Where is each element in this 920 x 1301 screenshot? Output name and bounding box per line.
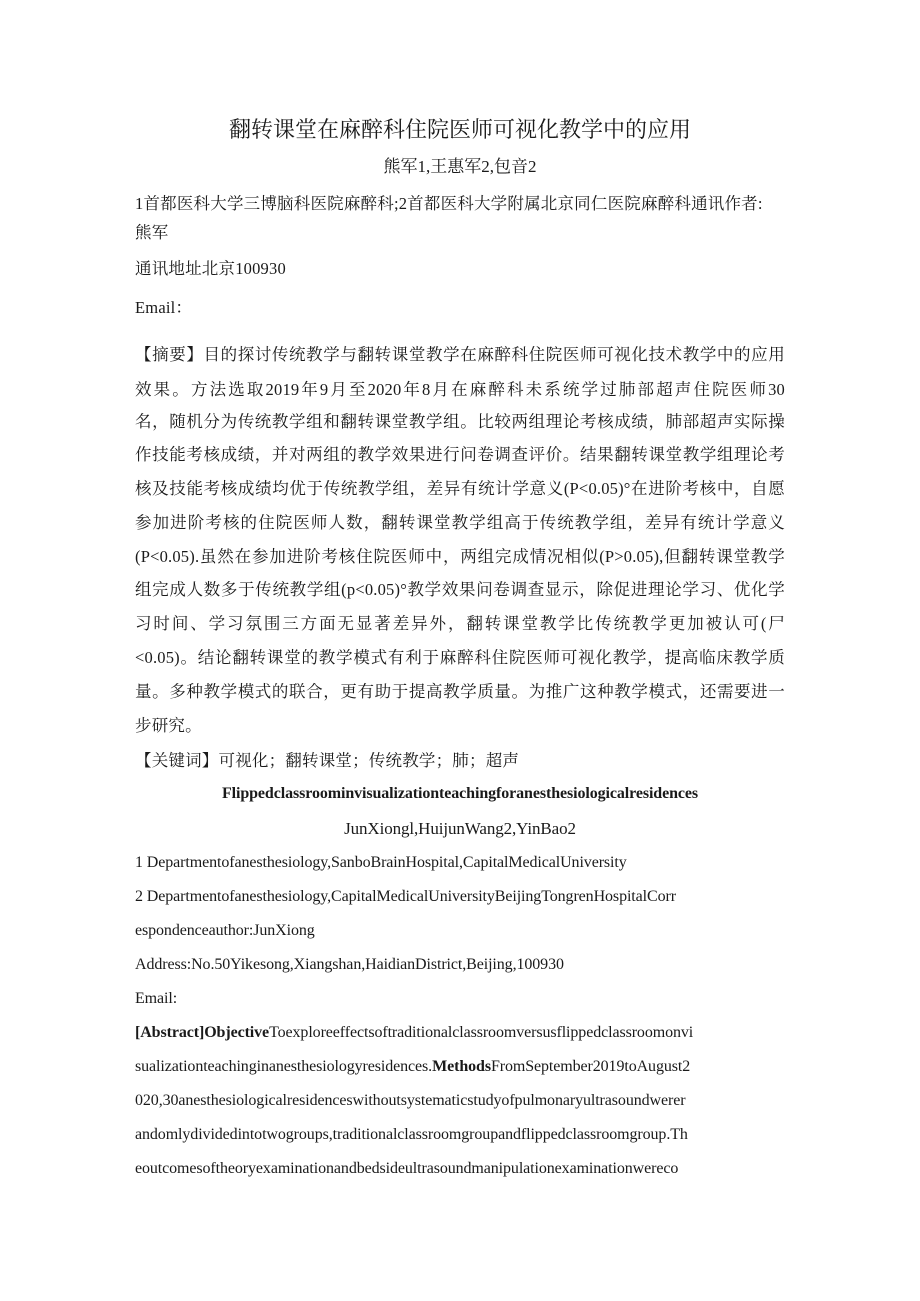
affiliation-cn-line-2: 熊军 [135,223,169,242]
abstract-cn-line-4: 作技能考核成绩，并对两组的教学效果进行问卷调查评价。结果翻转课堂教学组理论考 [135,445,785,464]
abstract-cn-line-12: 步研究。 [135,716,202,735]
abstract-cn-line-1: 【摘要】目的探讨传统教学与翻转课堂教学在麻醉科住院医师可视化技术教学中的应用 [135,345,785,364]
abstract-cn-line-3: 名，随机分为传统教学组和翻转课堂教学组。比较两组理论考核成绩，肺部超声实际操 [135,412,785,431]
abstract-cn-label: 【摘要】 [135,345,204,364]
email-cn: Email： [135,298,193,317]
keywords-cn [135,747,519,771]
email-en: Email: [135,990,178,1007]
abstract-cn-line-5: 核及技能考核成绩均优于传统教学组，差异有统计学意义(P<0.05)°在进阶考核中，自愿 [135,479,785,498]
methods-label: Methods [432,1058,491,1075]
keywords-cn-label: 【关键词】 [135,751,219,770]
abstract-cn-line-11: 量。多种教学模式的联合，更有助于提高教学质量。为推广这种教学模式，还需要进一 [135,682,785,701]
abstract-en-line-3: 020,30anesthesiologicalresidenceswithoutsystematicstudyofpulmonaryultrasoundwerer [135,1092,686,1109]
abstract-cn-line-10: <0.05)。结论翻转课堂的教学模式有利于麻醉科住院医师可视化教学，提高临床教学质 [135,648,785,667]
abstract-cn-line-7: (P<0.05).虽然在参加进阶考核住院医师中，两组完成情况相似(P>0.05),但翻转课堂教学 [135,547,785,566]
abstract-en-line-1: [Abstract]ObjectiveToexploreeffectsoftraditionalclassroomversusflippedclassroomonvi [135,1024,694,1041]
affiliation-cn-line-1: 1首都医科大学三博脑科医院麻醉科;2首都医科大学附属北京同仁医院麻醉科通讯作者: [135,194,763,213]
abstract-cn-line-2: 效果。方法选取2019年9月至2020年8月在麻醉科未系统学过肺部超声住院医师30 [135,380,785,399]
objective-label: Objective [204,1024,270,1041]
abstract-cn-line-6: 参加进阶考核的住院医师人数，翻转课堂教学组高于传统教学组，差异有统计学意义 [135,513,785,532]
paper-title: 翻转课堂在麻醉科住院医师可视化教学中的应用 [228,117,691,142]
author-list: 熊军1,王惠军2,包音2 [383,157,537,176]
affiliation-en-2-line-2: espondenceauthor:JunXiong [135,922,315,939]
keywords-cn-text: 可视化；翻转课堂；传统教学；肺；超声 [218,751,520,770]
abstract-cn-line-9: 习时间、学习氛围三方面无显著差异外，翻转课堂教学比传统教学更加被认可(尸 [135,614,785,633]
abstract-cn-line-8: 组完成人数多于传统教学组(p<0.05)°教学效果问卷调查显示，除促进理论学习、优化学 [135,580,785,599]
abstract-en-line-4: andomlydividedintotwogroups,traditionalclassroomgroupandflippedclassroomgroup.Th [135,1126,688,1143]
affiliation-en-2-line-1: 2 Departmentofanesthesiology,CapitalMedicalUniversityBeijingTongrenHospitalCorr [135,888,676,905]
english-title: Flippedclassroominvisualizationteachingforanesthesiologicalresidences [221,785,699,802]
address-en: Address:No.50Yikesong,Xiangshan,HaidianDistrict,Beijing,100930 [135,956,564,973]
english-authors: JunXiongl,HuijunWang2,YinBao2 [344,819,576,838]
abstract-en-line-5: eoutcomesoftheoryexaminationandbedsideultrasoundmanipulationexaminationwereco [135,1160,679,1177]
abstract-en-label: [Abstract] [135,1024,205,1041]
affiliation-en-1: 1 Departmentofanesthesiology,SanboBrainHospital,CapitalMedicalUniversity [135,854,627,871]
abstract-en-line-2: sualizationteachinginanesthesiologyresidences.MethodsFromSeptember2019toAugust2 [135,1058,691,1075]
address-cn: 通讯地址北京100930 [135,259,286,278]
